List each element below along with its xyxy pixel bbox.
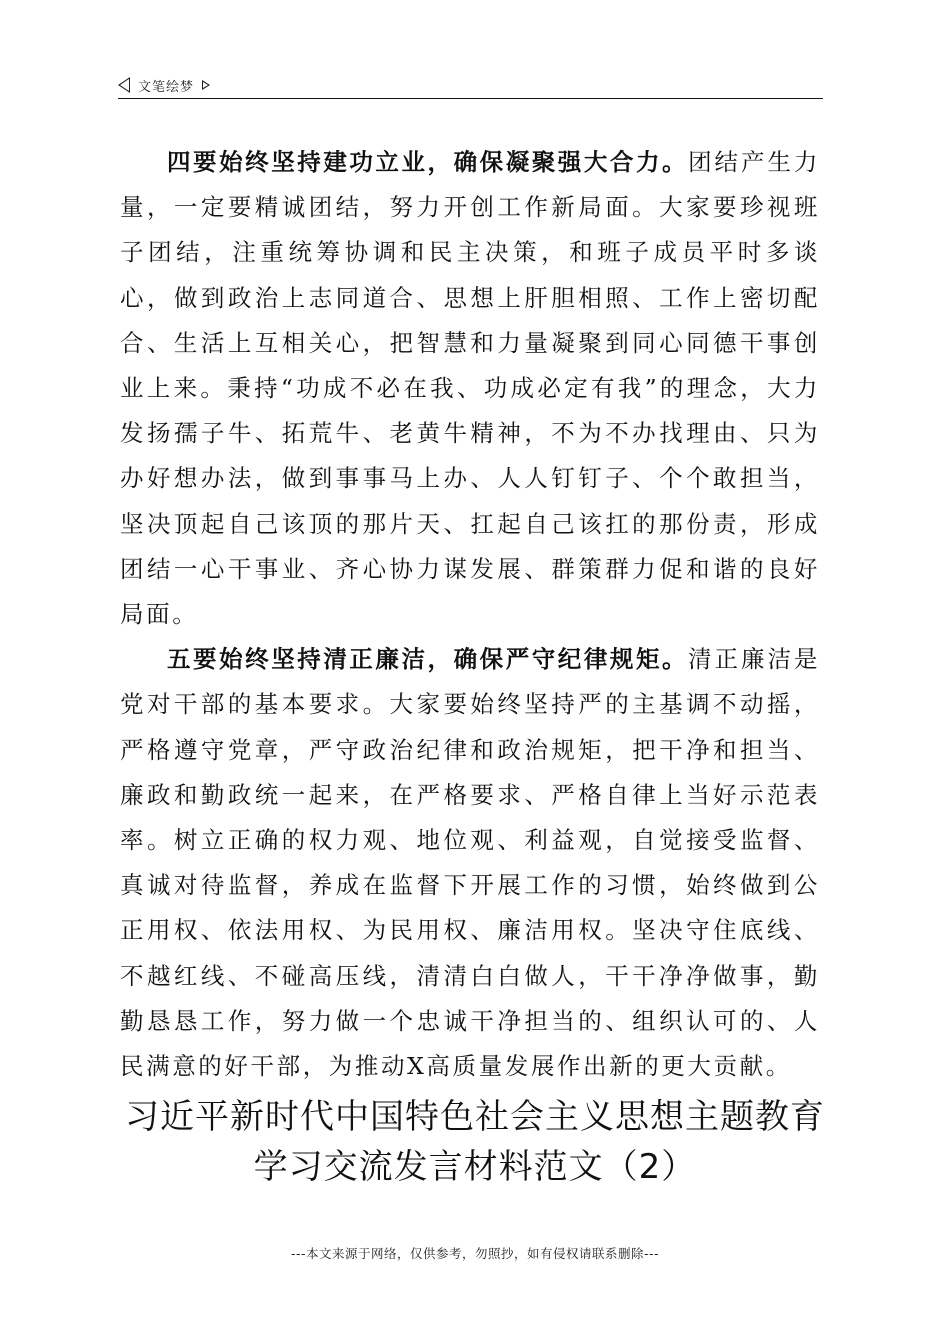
- document-title: [110, 1092, 840, 1192]
- page-header: [118, 72, 823, 98]
- title-line-1: 习近平新时代中国特色社会主义思想主题教育: [125, 1097, 825, 1137]
- header-divider: [118, 98, 823, 99]
- paragraph-lead: 五要始终坚持清正廉洁，确保严守纪律规矩。: [167, 645, 689, 674]
- paragraph-body: 清正廉洁是党对干部的基本要求。大家要始终坚持严的主基调不动摇，严格遵守党章，严守政治纪律和政治规矩，把干净和担当、廉政和勤政统一起来，在严格要求、严格自律上当好示范表率。树立正确的权力观、地位观、利益观，自觉接受监督、真诚对待监督，养成在监督下开展工作的习惯，始终做到公正用权、依法用权、为民用权、廉洁用权。坚决守住底线、不越红线、不碰高压线，清清白白做人，干干净净做事，勤勤恳恳工作，努力做一个忠诚干净担当的、组织认可的、人民满意的好干部，为推动X高质量发展作出新的更大贡献。: [120, 645, 821, 1081]
- header-brand: 文笔绘梦: [138, 79, 195, 95]
- footer-notice: ---本文来源于网络，仅供参考，勿照抄，如有侵权请联系删除---: [290, 1246, 660, 1261]
- paragraph-lead: 四要始终坚持建功立业，确保凝聚强大合力。: [167, 148, 689, 176]
- title-line-2: 学习交流发言材料范文（2）: [253, 1147, 697, 1187]
- paragraph-body: 团结产生力量，一定要精诚团结，努力开创工作新局面。大家要珍视班子团结，注重统筹协调和民主决策，和班子成员平时多谈心，做到政治上志同道合、思想上肝胆相照、工作上密切配合、生活上互相关心，把智慧和力量凝聚到同心同德干事创业上来。秉持“功成不必在我、功成必定有我”的理念，大力发扬孺子牛、拓荒牛、老黄牛精神，不为不办找理由、只为办好想办法，做到事事马上办、人人钉钉子、个个敢担当，坚决顶起自己该顶的那片天、扛起自己该扛的那份责，形成团结一心干事业、齐心协力谋发展、群策群力促和谐的良好局面。: [120, 148, 821, 629]
- right-triangle-icon: [202, 80, 210, 90]
- paragraph-5: [120, 637, 820, 1089]
- body-text: [120, 140, 820, 1089]
- left-triangle-icon: [118, 77, 130, 93]
- paragraph-4: [120, 140, 820, 637]
